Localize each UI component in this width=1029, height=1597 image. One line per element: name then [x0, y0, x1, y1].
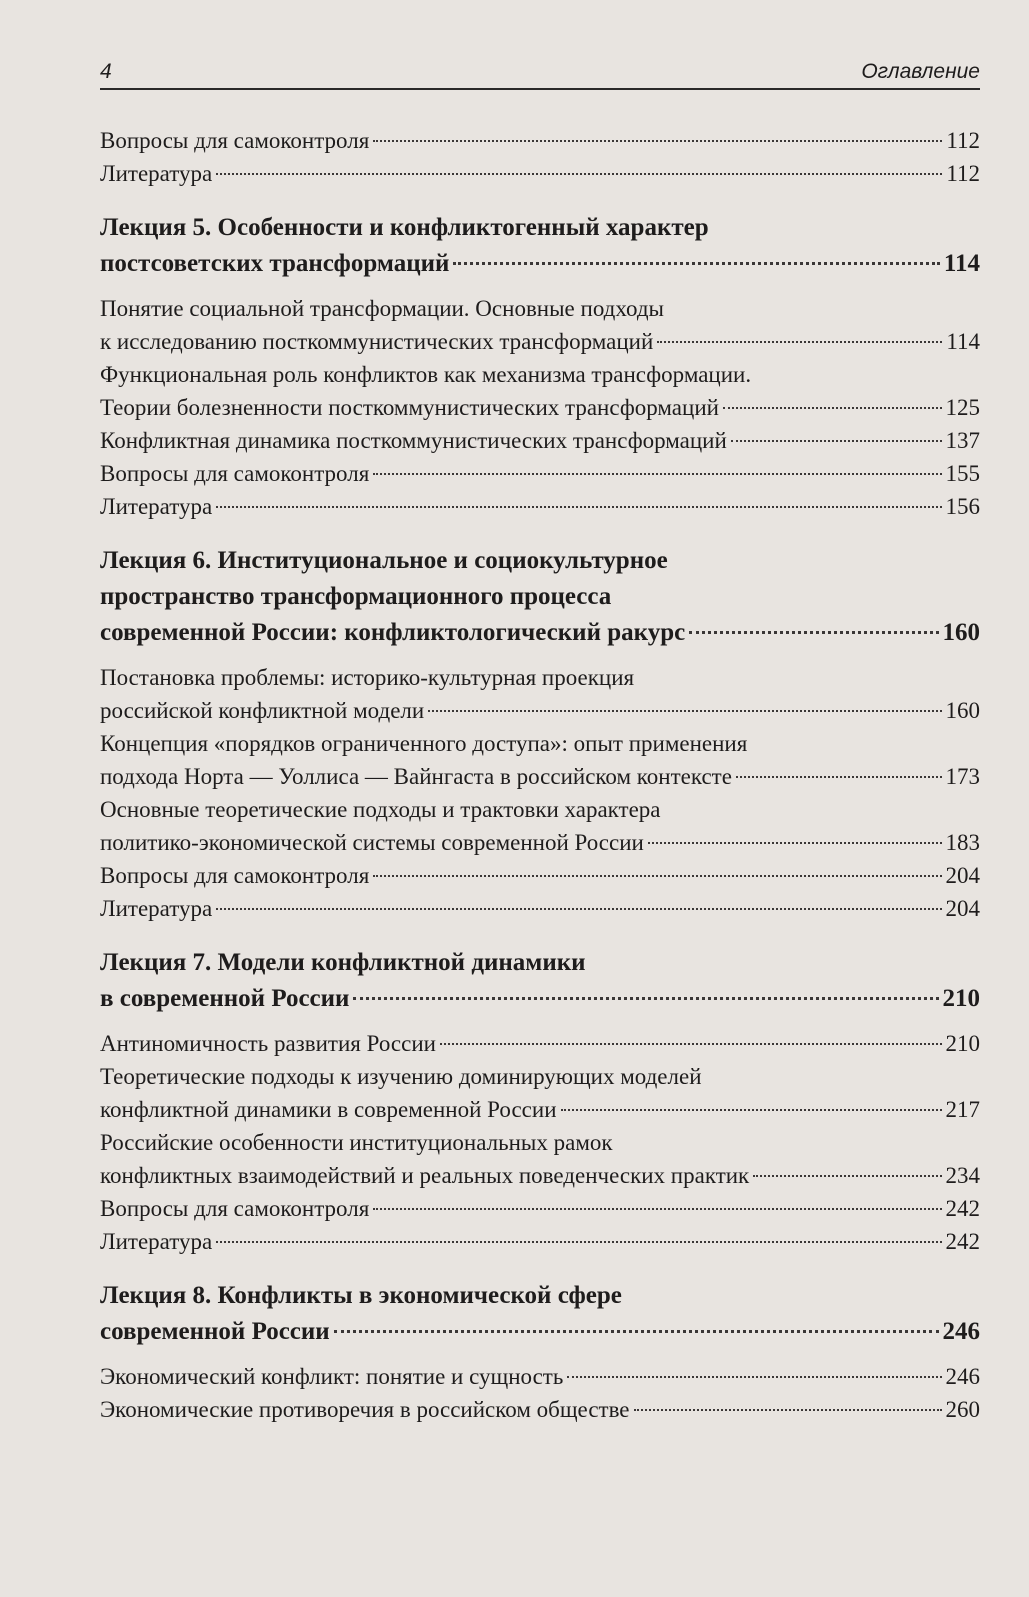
lecture-title-text: современной России: конфликтологический ракурс	[100, 619, 686, 646]
lecture-title-line	[100, 1314, 980, 1350]
toc-entry-page: 246	[945, 1364, 980, 1389]
toc-entry-title: Вопросы для самоконтроля	[100, 1196, 370, 1221]
toc-entry	[100, 124, 980, 157]
toc-entry-page: 125	[945, 395, 980, 420]
dot-leader	[216, 1241, 941, 1243]
toc-entry-title: подхода Норта — Уоллиса — Вайнгаста в российском контексте	[100, 764, 732, 789]
running-title: Оглавление	[861, 60, 980, 83]
dot-leader	[723, 407, 942, 409]
toc-entry	[100, 892, 980, 925]
toc-entry	[100, 1027, 980, 1060]
lecture-title-line: пространство трансформационного процесса	[100, 583, 612, 610]
toc-entry-page: 217	[945, 1097, 980, 1122]
lecture-title-line	[100, 246, 980, 282]
toc-entry	[100, 859, 980, 892]
toc-entry-title: Вопросы для самоконтроля	[100, 863, 370, 888]
toc-entry-line: Теоретические подходы к изучению доминирующих моделей	[100, 1064, 702, 1089]
toc-entry-page: 137	[945, 428, 980, 453]
lecture-heading	[100, 210, 980, 282]
dot-leader	[753, 1175, 941, 1177]
toc-entry-line: Концепция «порядков ограниченного доступа»: опыт применения	[100, 731, 748, 756]
toc-entry	[100, 325, 980, 358]
toc-entry-line: Российские особенности институциональных рамок	[100, 1130, 613, 1155]
toc-entry-title: Литература	[100, 896, 213, 921]
toc-entry-page: 173	[945, 764, 980, 789]
toc-entry	[100, 1192, 980, 1225]
toc-section-lecture-8	[100, 1278, 980, 1426]
toc-entry-page: 155	[945, 461, 980, 486]
dot-leader	[373, 875, 941, 877]
toc-entry-title: к исследованию посткоммунистических трансформаций	[100, 329, 654, 354]
dot-leader	[373, 473, 941, 475]
toc-continuation	[100, 124, 980, 190]
toc-entry-line: Функциональная роль конфликтов как механизма трансформации.	[100, 362, 752, 387]
lecture-heading	[100, 945, 980, 1017]
toc-entry-title: Теории болезненности посткоммунистических трансформаций	[100, 395, 719, 420]
toc-entry-page: 112	[946, 128, 980, 153]
page-number: 4	[100, 60, 112, 83]
lecture-title-line: Лекция 7. Модели конфликтной динамики	[100, 949, 586, 976]
toc-entry-page: 242	[945, 1196, 980, 1221]
toc-entry	[100, 694, 980, 727]
dot-leader	[334, 1330, 939, 1333]
toc-entry	[100, 1360, 980, 1393]
toc-entry-title: конфликтных взаимодействий и реальных поведенческих практик	[100, 1163, 750, 1188]
lecture-title-line: Лекция 8. Конфликты в экономической сфере	[100, 1282, 622, 1309]
page-header	[100, 60, 980, 90]
dot-leader	[428, 710, 941, 712]
toc-entry	[100, 826, 980, 859]
toc-entry	[100, 490, 980, 523]
toc-entry-title: Конфликтная динамика посткоммунистических трансформаций	[100, 428, 727, 453]
dot-leader	[731, 440, 942, 442]
toc-entry-title: Вопросы для самоконтроля	[100, 128, 370, 153]
toc-entry-page: 160	[945, 698, 980, 723]
toc-entry-title: Экономические противоречия в российском обществе	[100, 1397, 630, 1422]
dot-leader	[561, 1109, 942, 1111]
lecture-title-line	[100, 981, 980, 1017]
lecture-title-line: Лекция 5. Особенности и конфликтогенный характер	[100, 214, 709, 241]
toc-entry	[100, 157, 980, 190]
toc-section-lecture-5	[100, 210, 980, 523]
toc-entry-title: Литература	[100, 494, 213, 519]
toc-entry	[100, 1393, 980, 1426]
toc-entry-title: Вопросы для самоконтроля	[100, 461, 370, 486]
lecture-heading	[100, 543, 980, 651]
toc-entry-title: конфликтной динамики в современной России	[100, 1097, 557, 1122]
toc-entry-page: 204	[945, 863, 980, 888]
dot-leader	[689, 631, 938, 634]
toc-entry-page: 242	[945, 1229, 980, 1254]
toc-entry-page: 234	[945, 1163, 980, 1188]
dot-leader	[736, 776, 942, 778]
dot-leader	[453, 262, 939, 265]
lecture-title-text: постсоветских трансформаций	[100, 250, 450, 277]
toc-entry	[100, 424, 980, 457]
lecture-title-text: в современной России	[100, 985, 350, 1012]
dot-leader	[634, 1409, 942, 1411]
dot-leader	[373, 1208, 941, 1210]
lecture-title-line: Лекция 6. Институциональное и социокультурное	[100, 547, 668, 574]
toc-entry	[100, 1093, 980, 1126]
dot-leader	[216, 908, 941, 910]
dot-leader	[216, 506, 941, 508]
toc-entry-title: российской конфликтной модели	[100, 698, 425, 723]
lecture-title-text: современной России	[100, 1318, 330, 1345]
lecture-page: 114	[943, 250, 980, 277]
dot-leader	[440, 1043, 942, 1045]
table-of-contents	[100, 124, 980, 1426]
toc-entry-page: 156	[945, 494, 980, 519]
dot-leader	[648, 842, 942, 844]
lecture-title-line	[100, 615, 980, 651]
toc-entry-line: Понятие социальной трансформации. Основные подходы	[100, 296, 664, 321]
toc-entry-page: 260	[945, 1397, 980, 1422]
lecture-page: 246	[942, 1318, 980, 1345]
toc-entry-page: 210	[945, 1031, 980, 1056]
lecture-page: 160	[942, 619, 980, 646]
toc-entry-page: 112	[946, 161, 980, 186]
dot-leader	[216, 173, 942, 175]
toc-entry	[100, 760, 980, 793]
toc-entry	[100, 1225, 980, 1258]
toc-entry-page: 114	[946, 329, 980, 354]
dot-leader	[657, 341, 942, 343]
toc-entry	[100, 1159, 980, 1192]
toc-entry-title: Антиномичность развития России	[100, 1031, 436, 1056]
toc-entry-title: политико-экономической системы современной России	[100, 830, 644, 855]
toc-section-lecture-7	[100, 945, 980, 1258]
dot-leader	[567, 1376, 941, 1378]
lecture-heading	[100, 1278, 980, 1350]
lecture-page: 210	[942, 985, 980, 1012]
dot-leader	[373, 140, 942, 142]
toc-section-lecture-6	[100, 543, 980, 925]
toc-entry-line: Основные теоретические подходы и трактовки характера	[100, 797, 661, 822]
toc-entry	[100, 457, 980, 490]
toc-entry	[100, 391, 980, 424]
toc-entry-title: Экономический конфликт: понятие и сущность	[100, 1364, 564, 1389]
toc-entry-title: Литература	[100, 1229, 213, 1254]
toc-entry-title: Литература	[100, 161, 213, 186]
toc-entry-page: 204	[945, 896, 980, 921]
dot-leader	[353, 997, 938, 1000]
toc-entry-line: Постановка проблемы: историко-культурная проекция	[100, 665, 635, 690]
toc-entry-page: 183	[945, 830, 980, 855]
